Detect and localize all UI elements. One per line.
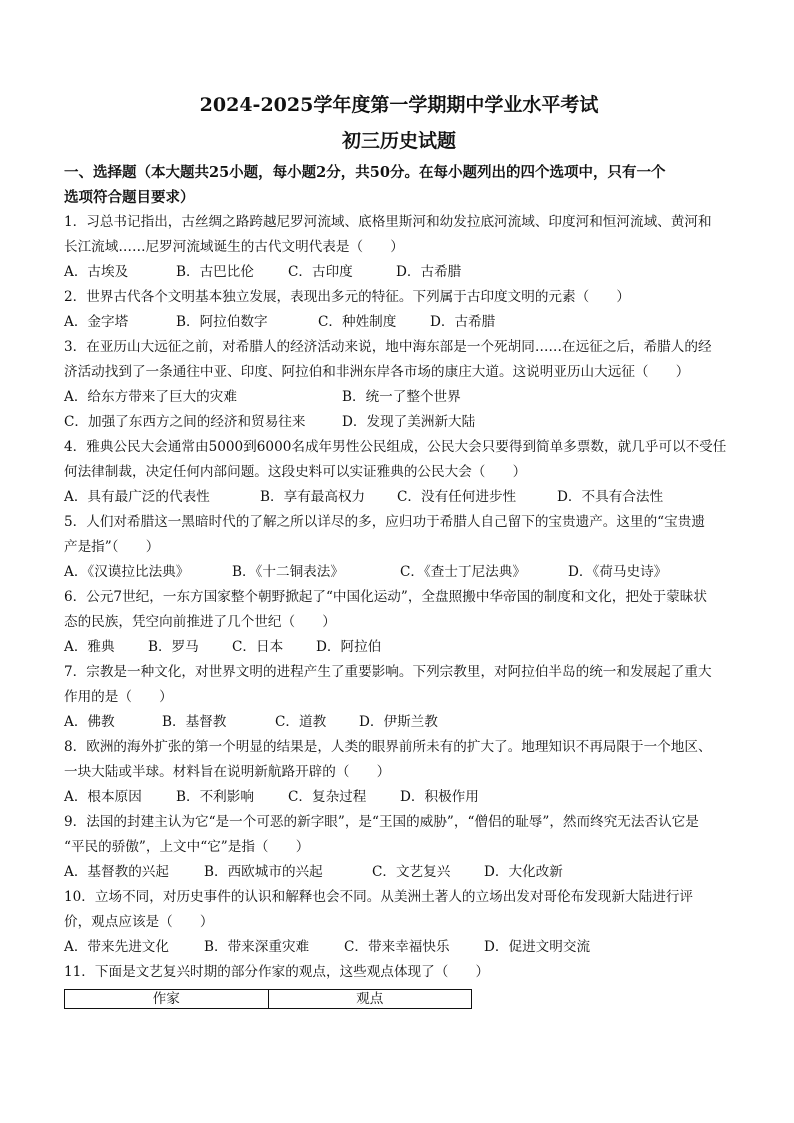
question-11-stem-line: 11．下面是文艺复兴时期的部分作家的观点，这些观点体现了（ ） <box>64 964 490 980</box>
question-3-options <box>64 410 734 435</box>
question-5-option[interactable]: A．《汉谟拉比法典》 <box>64 564 190 580</box>
question-6-stem-line: 态的民族，凭空向前推进了几个世纪（ ） <box>64 614 336 630</box>
question-9-stem-line: 9．法国的封建主认为它“是一个可恶的新字眼”，是“王国的威胁”，“僧侣的耻辱”，然而终究无法否认它是 <box>64 814 699 830</box>
question-10-stem-line: 10．立场不同，对历史事件的认识和解释也会不同。从美洲土著人的立场出发对哥伦布发现新大陆进行评 <box>64 889 694 905</box>
question-2-option[interactable]: A．金字塔 <box>64 314 129 330</box>
question-2-option[interactable]: D．古希腊 <box>430 314 496 330</box>
question-4-option[interactable]: D．不具有合法性 <box>557 489 664 505</box>
table-header-row <box>65 990 472 1009</box>
question-2-option[interactable]: B．阿拉伯数字 <box>176 314 268 330</box>
question-4-options <box>64 485 734 510</box>
section-heading-line-1: 一、选择题（本大题共25小题，每小题2分，共50分。在每小题列出的四个选项中，只有一个 <box>64 164 666 181</box>
question-3-option[interactable]: C．加强了东西方之间的经济和贸易往来 <box>64 414 306 430</box>
question-6-options <box>64 635 734 660</box>
question-2-option[interactable]: C．种姓制度 <box>318 314 397 330</box>
question-7-option[interactable]: A．佛教 <box>64 714 115 730</box>
question-6-option[interactable]: D．阿拉伯 <box>316 639 382 655</box>
question-1-stem-line: 1．习总书记指出，古丝绸之路跨越尼罗河流域、底格里斯河和幼发拉底河流域、印度河和恒河流域、黄河和 <box>64 214 712 230</box>
question-3-option[interactable]: B．统一了整个世界 <box>342 389 461 405</box>
question-5-options <box>64 560 734 585</box>
question-10-option[interactable]: D．促进文明交流 <box>484 939 591 955</box>
question-8-option[interactable]: A．根本原因 <box>64 789 142 805</box>
question-8-option[interactable]: D．积极作用 <box>400 789 479 805</box>
question-10-stem-line: 价，观点应该是（ ） <box>64 914 214 930</box>
question-5-option[interactable]: B．《十二铜表法》 <box>232 564 344 580</box>
question-4-option[interactable]: B．享有最高权力 <box>260 489 366 505</box>
question-9-stem-line: “平民的骄傲”，上文中“它”是指（ ） <box>64 839 310 855</box>
question-4-option[interactable]: C．没有任何进步性 <box>397 489 517 505</box>
question-8-stem-line: 一块大陆或半球。材料旨在说明新航路开辟的（ ） <box>64 764 391 780</box>
question-6-stem-line: 6．公元7世纪，一东方国家整个朝野掀起了“中国化运动”，全盘照搬中华帝国的制度和文化，把处于蒙昧状 <box>64 589 707 605</box>
question-10-option[interactable]: A．带来先进文化 <box>64 939 169 955</box>
question-4-option[interactable]: A．具有最广泛的代表性 <box>64 489 210 505</box>
question-5-option[interactable]: C．《查士丁尼法典》 <box>400 564 526 580</box>
question-8-stem-line: 8．欧洲的海外扩张的第一个明显的结果是，人类的眼界前所未有的扩大了。地理知识不再局限于一个地区、 <box>64 739 712 755</box>
question-9-options <box>64 860 734 885</box>
question-9-option[interactable]: A．基督教的兴起 <box>64 864 169 880</box>
question-7-option[interactable]: C．道教 <box>275 714 327 730</box>
question-7-option[interactable]: B．基督教 <box>162 714 227 730</box>
question-10-options <box>64 935 734 960</box>
question-10-option[interactable]: C．带来幸福快乐 <box>344 939 450 955</box>
section-heading-line-2: 选项符合题目要求） <box>64 189 195 206</box>
question-9-option[interactable]: C．文艺复兴 <box>372 864 451 880</box>
question-5-stem-line: 5．人们对希腊这一黑暗时代的了解之所以详尽的多，应归功于希腊人自己留下的宝贵遗产。这里的“宝贵遗 <box>64 514 705 530</box>
table-header-viewpoint: 观点 <box>268 990 472 1009</box>
question-1-option[interactable]: D．古希腊 <box>396 264 462 280</box>
question-8-options <box>64 785 734 810</box>
question-3-stem-line: 济活动找到了一条通往中亚、印度、阿拉伯和非洲东岸各市场的康庄大道。这说明亚历山大远征（ ） <box>64 364 690 380</box>
question-6-option[interactable]: C．日本 <box>232 639 284 655</box>
question-7-options <box>64 710 734 735</box>
question-8-option[interactable]: C．复杂过程 <box>288 789 367 805</box>
question-1-option[interactable]: C．古印度 <box>288 264 353 280</box>
question-6-option[interactable]: B．罗马 <box>148 639 199 655</box>
question-4-stem-line: 4．雅典公民大会通常由5000到6000名成年男性公民组成，公民大会只要得到简单多票数，就几乎可以不受任 <box>64 439 727 455</box>
exam-title: 2024-2025学年度第一学期期中学业水平考试 <box>199 94 599 116</box>
question-10-option[interactable]: B．带来深重灾难 <box>204 939 310 955</box>
question-list <box>64 210 734 985</box>
question-3-option[interactable]: D．发现了美洲新大陆 <box>342 414 476 430</box>
question-4-stem-line: 何法律制裁，决定任何内部问题。这段史料可以实证雅典的公民大会（ ） <box>64 464 527 480</box>
question-2-options <box>64 310 734 335</box>
question-3-options <box>64 385 734 410</box>
question-7-stem-line: 7．宗教是一种文化，对世界文明的进程产生了重要影响。下列宗教里，对阿拉伯半岛的统一和发展起了重大 <box>64 664 712 680</box>
exam-page <box>64 90 734 1009</box>
question-9-option[interactable]: B．西欧城市的兴起 <box>204 864 323 880</box>
question-6-option[interactable]: A．雅典 <box>64 639 115 655</box>
question-8-option[interactable]: B．不利影响 <box>176 789 254 805</box>
question-11-table <box>64 989 472 1009</box>
question-7-stem-line: 作用的是（ ） <box>64 689 173 705</box>
question-2-stem-line: 2．世界古代各个文明基本独立发展，表现出多元的特征。下列属于古印度文明的元素（ ） <box>64 289 630 305</box>
question-3-stem-line: 3．在亚历山大远征之前，对希腊人的经济活动来说，地中海东部是一个死胡同……在远征之后，希腊人的经 <box>64 339 712 355</box>
question-1-option[interactable]: B．古巴比伦 <box>176 264 254 280</box>
question-1-options <box>64 260 734 285</box>
question-5-option[interactable]: D．《荷马史诗》 <box>568 564 668 580</box>
question-9-option[interactable]: D．大化改新 <box>484 864 563 880</box>
question-3-option[interactable]: A．给东方带来了巨大的灾难 <box>64 389 237 405</box>
table-header-author: 作家 <box>65 990 269 1009</box>
question-5-stem-line: 产是指”（ ） <box>64 539 160 555</box>
question-1-option[interactable]: A．古埃及 <box>64 264 129 280</box>
question-7-option[interactable]: D．伊斯兰教 <box>359 714 438 730</box>
exam-subtitle: 初三历史试题 <box>341 130 456 152</box>
question-1-stem-line: 长江流域……尼罗河流域诞生的古代文明代表是（ ） <box>64 239 404 255</box>
